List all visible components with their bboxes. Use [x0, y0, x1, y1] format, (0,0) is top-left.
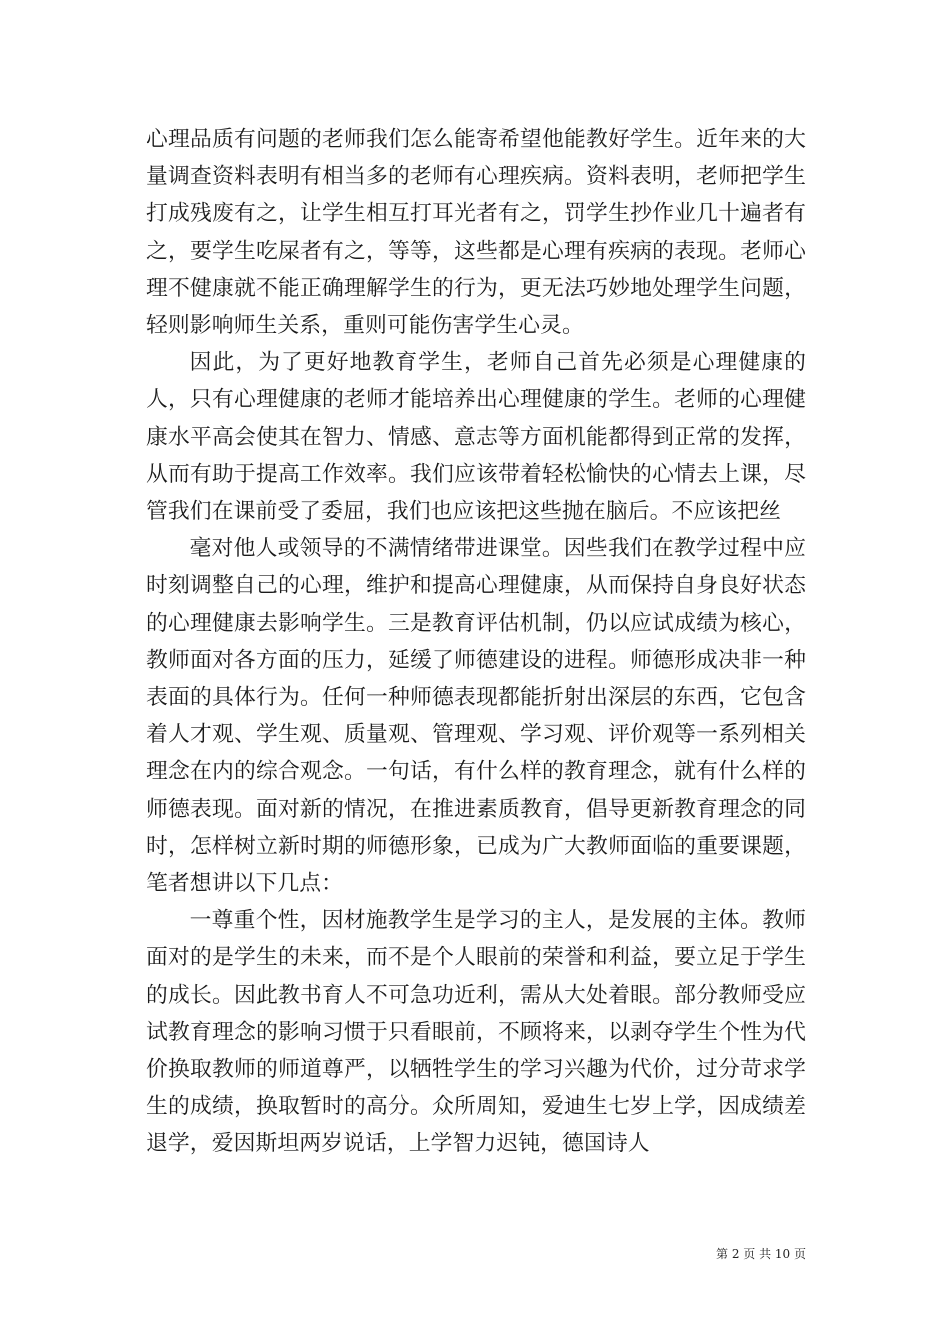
page-number: 第 2 页 共 10 页 [716, 1247, 806, 1261]
paragraph-1: 心理品质有问题的老师我们怎么能寄希望他能教好学生。近年来的大量调查资料表明有相当多的老师有心理疾病。资料表明，老师把学生打成残废有之，让学生相互打耳光者有之，罚学生抄作业几十遍者有之，要学生吃屎者有之，等等，这些都是心理有疾病的表现。老师心理不健康就不能正确理解学生的行为，更无法巧妙地处理学生问题，轻则影响师生关系，重则可能伤害学生心灵。 [146, 127, 806, 339]
page-footer [0, 1245, 950, 1265]
paragraph-3: 毫对他人或领导的不满情绪带进课堂。因些我们在教学过程中应时刻调整自己的心理，维护和提高心理健康，从而保持自身良好状态的心理健康去影响学生。三是教育评估机制，仍以应试成绩为核心，教师面对各方面的压力，延缓了师德建设的进程。师德形成决非一种表面的具体行为。任何一种师德表现都能折射出深层的东西，它包含着人才观、学生观、质量观、管理观、学习观、评价观等一系列相关理念在内的综合观念。一句话，有什么样的教育理念，就有什么样的师德表现。面对新的情况，在推进素质教育，倡导更新教育理念的同时，怎样树立新时期的师德形象，已成为广大教师面临的重要课题，笔者想讲以下几点： [146, 536, 806, 897]
paragraph-2: 因此，为了更好地教育学生，老师自己首先必须是心理健康的人，只有心理健康的老师才能培养出心理健康的学生。老师的心理健康水平高会使其在智力、情感、意志等方面机能都得到正常的发挥，从而有助于提高工作效率。我们应该带着轻松愉快的心情去上课，尽管我们在课前受了委屈，我们也应该把这些抛在脑后。不应该把丝 [146, 350, 806, 525]
paragraph-4: 一尊重个性，因材施教学生是学习的主人，是发展的主体。教师面对的是学生的未来，而不是个人眼前的荣誉和利益，要立足于学生的成长。因此教书育人不可急功近利，需从大处着眼。部分教师受应试教育理念的影响习惯于只看眼前，不顾将来，以剥夺学生个性为代价换取教师的师道尊严，以牺牲学生的学习兴趣为代价，过分苛求学生的成绩，换取暂时的高分。众所周知，爱迪生七岁上学，因成绩差退学，爱因斯坦两岁说话，上学智力迟钝，德国诗人 [146, 908, 806, 1157]
document-body [146, 121, 806, 1163]
